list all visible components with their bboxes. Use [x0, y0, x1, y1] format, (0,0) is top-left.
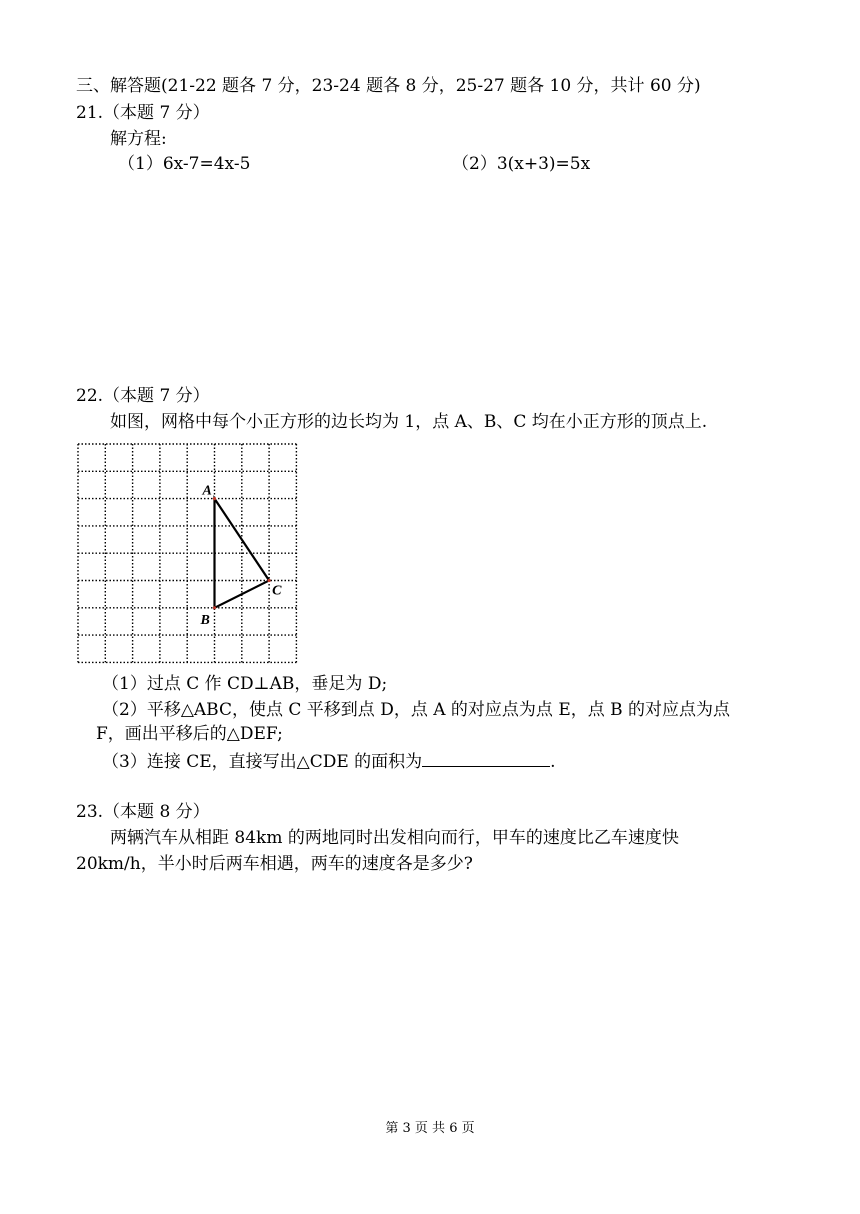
question-21-part-1: （1）6x-7=4x-5 — [118, 154, 251, 174]
grid-lines — [78, 444, 296, 662]
question-22-grid-figure — [76, 442, 306, 672]
question-22-intro: 如图，网格中每个小正方形的边长均为 1，点 A、B、C 均在小正方形的顶点上. — [110, 412, 708, 432]
question-23-line-2: 20km/h，半小时后两车相遇，两车的速度各是多少? — [76, 854, 473, 874]
section-heading: 三、解答题(21-22 题各 7 分，23-24 题各 8 分，25-27 题各 10 分，共计 60 分) — [76, 76, 701, 96]
point-a-dot — [213, 497, 216, 500]
point-a-label: A — [202, 483, 212, 499]
question-22-item-2-line-1: （2）平移△ABC，使点 C 平移到点 D，点 A 的对应点为点 E，点 B 的对应点为点 — [102, 700, 731, 720]
question-21-number: 21.（本题 7 分） — [76, 103, 210, 123]
page-footer: 第 3 页 共 6 页 — [385, 1121, 475, 1136]
question-22-number: 22.（本题 7 分） — [76, 386, 210, 406]
item-3-text: （3）连接 CE，直接写出△CDE 的面积为 — [102, 752, 423, 772]
question-22-item-1: （1）过点 C 作 CD⊥AB，垂足为 D; — [102, 674, 388, 694]
question-21-part-2: （2）3(x+3)=5x — [452, 154, 591, 174]
point-b-dot — [213, 606, 216, 609]
point-c-label: C — [272, 583, 282, 599]
question-22-item-3 — [102, 748, 556, 774]
question-23-line-1: 两辆汽车从相距 84km 的两地同时出发相向而行，甲车的速度比乙车速度快 — [110, 828, 679, 848]
point-c-dot — [268, 579, 271, 582]
question-23-number: 23.（本题 8 分） — [76, 802, 210, 822]
answer-blank — [422, 748, 550, 767]
item-3-period: . — [550, 752, 556, 772]
question-22-item-2-line-2: F，画出平移后的△DEF; — [96, 724, 283, 744]
point-b-label: B — [200, 612, 210, 628]
question-21-prompt: 解方程: — [110, 129, 167, 149]
